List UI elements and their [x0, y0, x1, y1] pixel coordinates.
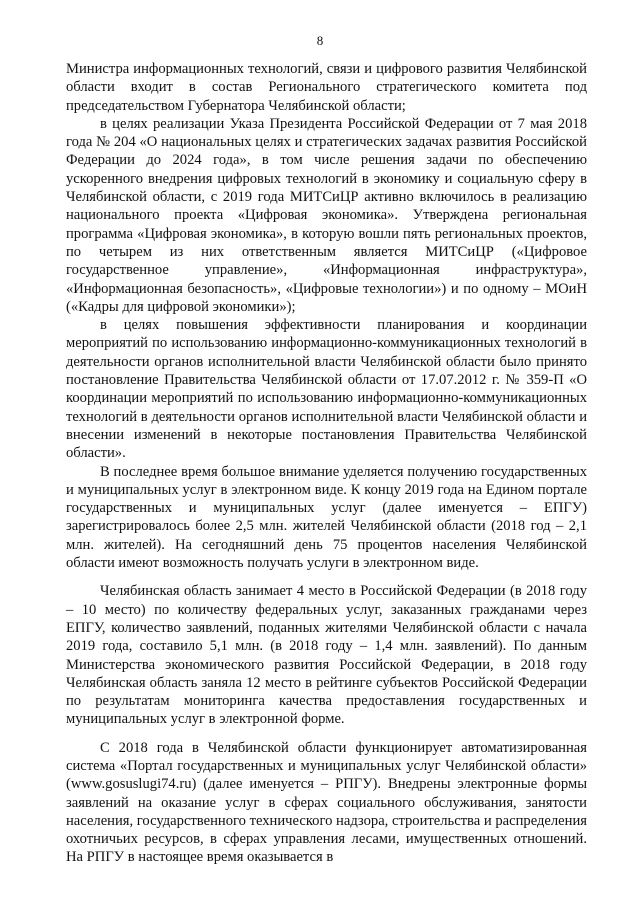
paragraph-coordination: в целях повышения эффективности планирования и координации мероприятий по использованию информационно-коммуникационных технологий в деятельности органов исполнительной власти Челябинской области было принято постановление Правительства Челябинской области от 17.07.2012 г. № 359-П «О координации мероприятий по использованию информационно-коммуникационных технологий в деятельности органов исполнительной власти Челябинской области и внесении изменений в некоторые постановления Правительства Челябинской области».: [66, 317, 587, 462]
paragraph-regional-portal: С 2018 года в Челябинской области функционирует автоматизированная система «Портал государственных и муниципальных услуг Челябинской области» (www.gosuslugi74.ru) (далее именуется – РПГУ). Внедрены электронные формы заявлений на оказание услуг в сферах социального обслуживания, занятости населения, государственного технического надзора, строительства и распределения охотничьих ресурсов, в сферах управления лесами, имущественных отношений. На РПГУ в настоящее время оказывается в: [66, 739, 587, 866]
paragraph-decree-204: в целях реализации Указа Президента Российской Федерации от 7 мая 2018 года № 204 «О национальных целях и стратегических задачах развития Российской Федерации до 2024 года», в том числе решения задачи по обеспечению ускоренного внедрения цифровых технологий в экономику и социальную сферу в Челябинской области, с 2019 года МИТСиЦР активно включилось в реализацию национального проекта «Цифровая экономика». Утверждена региональная программа «Цифровая экономика», в которую вошли пять региональных проектов, по четырем из них ответственным является МИТСиЦР («Цифровое государственное управление», «Информационная инфраструктура», «Информационная безопасность», «Цифровые технологии») и по одному – МОиН («Кадры для цифровой экономики»);: [66, 115, 587, 315]
paragraph-continuation: Министра информационных технологий, связи и цифрового развития Челябинской области входит в состав Регионального стратегического комитета под председательством Губернатора Челябинской области;: [66, 61, 587, 114]
document-body: [66, 60, 587, 867]
page-number: 8: [316, 33, 324, 48]
paragraph-ranking: Челябинская область занимает 4 место в Российской Федерации (в 2018 году – 10 место) по количеству федеральных услуг, заказанных гражданами через ЕПГУ, количество заявлений, поданных жителями Челябинской области с начала 2019 года, составило 5,1 млн. (в 2018 году – 1,4 млн. заявлений). По данным Министерства экономического развития Российской Федерации, в 2018 году Челябинская область заняла 12 место в рейтинге субъектов Российской Федерации по результатам мониторинга качества предоставления государственных и муниципальных услуг в электронной форме.: [66, 583, 587, 728]
paragraph-electronic-services: В последнее время большое внимание уделяется получению государственных и муниципальных услуг в электронном виде. К концу 2019 года на Едином портале государственных и муниципальных услуг (далее именуется – ЕПГУ) зарегистрировалось более 2,5 млн. жителей Челябинской области (2018 год – 2,1 млн. жителей). На сегодняшний день 75 процентов населения Челябинской области имеют возможность получать услуги в электронном виде.: [66, 463, 587, 572]
